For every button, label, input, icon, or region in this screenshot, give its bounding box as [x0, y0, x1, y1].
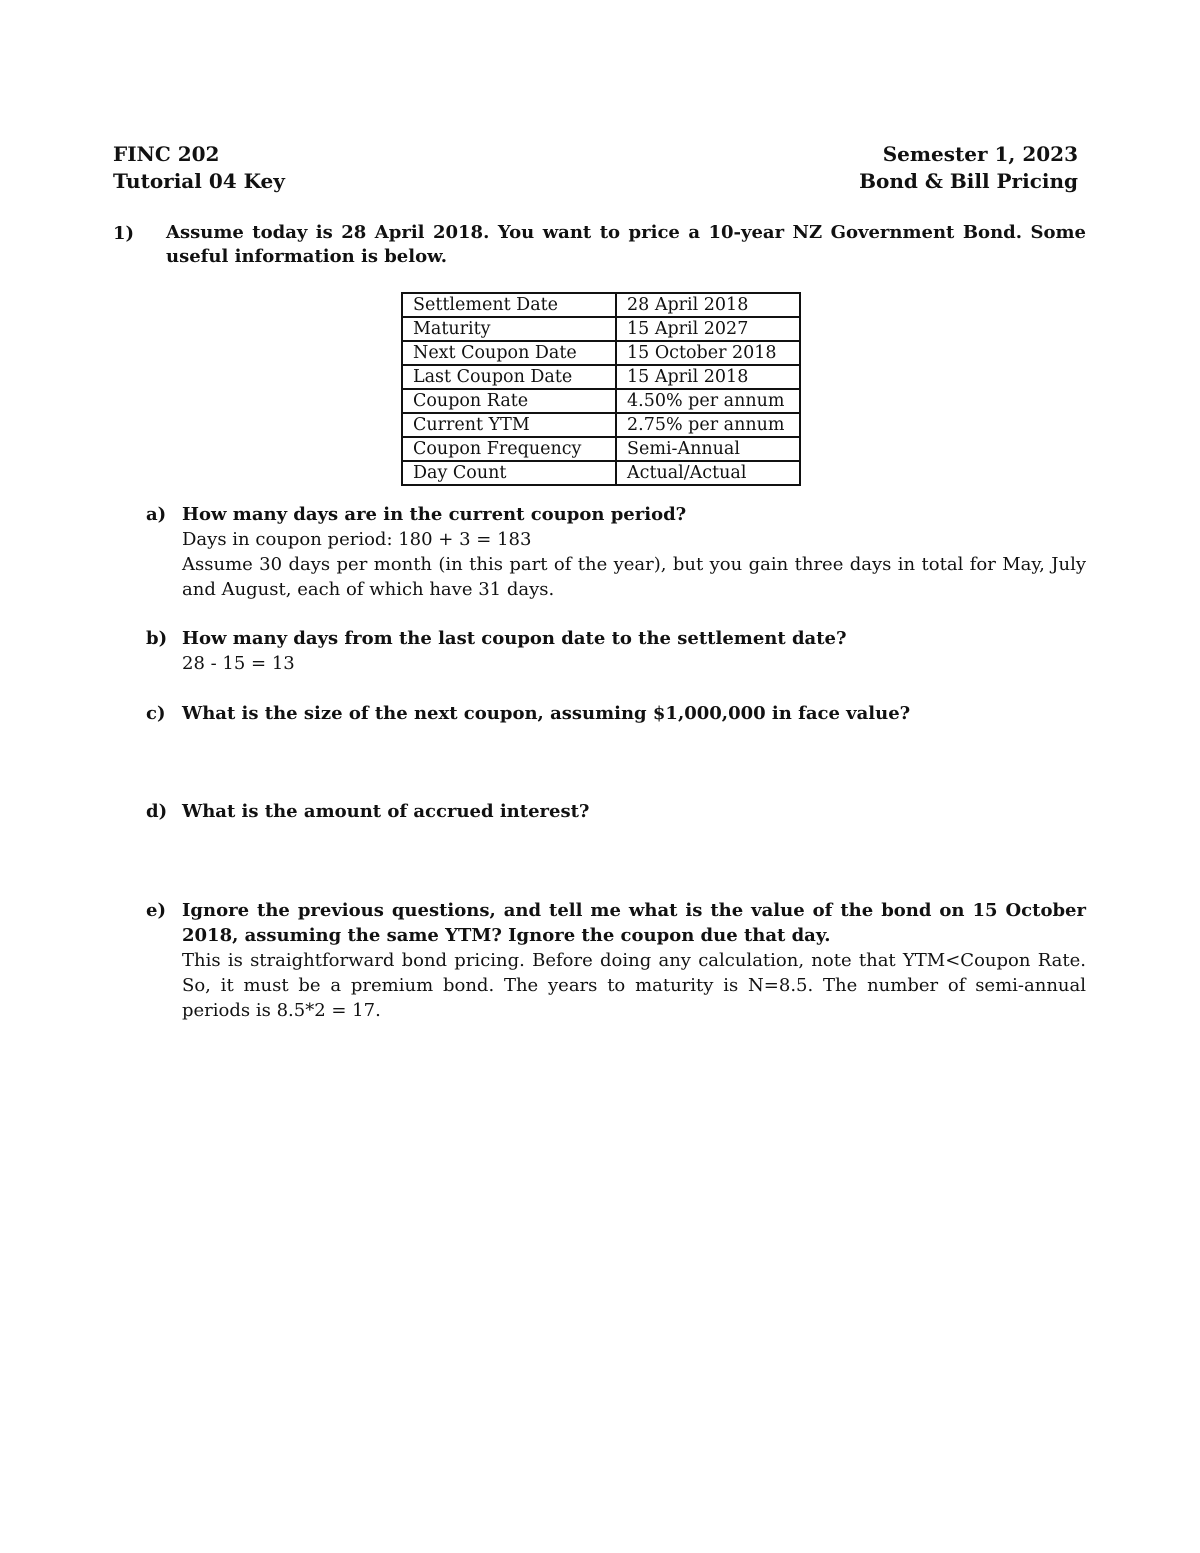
part-letter: c) [146, 703, 166, 724]
topic-label: Bond & Bill Pricing [859, 169, 1078, 193]
table-value-cell: 4.50% per annum [616, 389, 800, 413]
table-value-cell: 15 April 2018 [616, 365, 800, 389]
question-number: 1) [113, 223, 135, 244]
document-title: Tutorial 04 Key [113, 169, 285, 193]
table-label-cell: Settlement Date [402, 293, 616, 317]
table-label-cell: Coupon Frequency [402, 437, 616, 461]
table-label-cell: Next Coupon Date [402, 341, 616, 365]
part-answer: 28 - 15 = 13 [182, 653, 295, 674]
part-d [146, 799, 1086, 824]
semester-label: Semester 1, 2023 [882, 142, 1078, 166]
part-answer: Days in coupon period: 180 + 3 = 183 [182, 529, 532, 550]
table-row [402, 293, 800, 317]
header-left [113, 141, 285, 195]
part-answer: This is straightforward bond pricing. Before doing any calculation, note that YTM<Coupon Rate. So, it must be a premium bond. The years to maturity is N=8.5. The number of semi-annual periods is 8.5*2 = 17. [182, 950, 1086, 1021]
table-row [402, 365, 800, 389]
part-c [146, 701, 1086, 726]
part-e [146, 898, 1086, 1023]
table-label-cell: Last Coupon Date [402, 365, 616, 389]
part-question: What is the amount of accrued interest? [182, 801, 590, 822]
table-value-cell: Semi-Annual [616, 437, 800, 461]
table-label-cell: Maturity [402, 317, 616, 341]
header-right [859, 141, 1078, 195]
table-row [402, 389, 800, 413]
question-text: Assume today is 28 April 2018. You want to price a 10-year NZ Government Bond. Some useful information is below. [166, 222, 1086, 267]
part-b [146, 626, 1086, 676]
table-value-cell: 28 April 2018 [616, 293, 800, 317]
table-value-cell: 15 April 2027 [616, 317, 800, 341]
part-letter: d) [146, 801, 168, 822]
part-answer: Assume 30 days per month (in this part of the year), but you gain three days in total for May, July and August, each of which have 31 days. [182, 554, 1086, 600]
part-letter: b) [146, 628, 168, 649]
table-value-cell: 15 October 2018 [616, 341, 800, 365]
table-row [402, 341, 800, 365]
part-letter: e) [146, 900, 166, 921]
bond-info-table [401, 292, 801, 486]
table-value-cell: 2.75% per annum [616, 413, 800, 437]
course-code: FINC 202 [113, 142, 220, 166]
part-question: What is the size of the next coupon, assuming $1,000,000 in face value? [182, 703, 911, 724]
table-label-cell: Day Count [402, 461, 616, 485]
part-question: Ignore the previous questions, and tell me what is the value of the bond on 15 October 2018, assuming the same YTM? Ignore the coupon due that day. [182, 900, 1086, 946]
part-question: How many days from the last coupon date to the settlement date? [182, 628, 847, 649]
table-row [402, 461, 800, 485]
table-row [402, 413, 800, 437]
table-label-cell: Coupon Rate [402, 389, 616, 413]
table-row [402, 437, 800, 461]
table-row [402, 317, 800, 341]
part-question: How many days are in the current coupon period? [182, 504, 687, 525]
table-label-cell: Current YTM [402, 413, 616, 437]
part-letter: a) [146, 504, 167, 525]
part-a [146, 502, 1086, 602]
table-value-cell: Actual/Actual [616, 461, 800, 485]
